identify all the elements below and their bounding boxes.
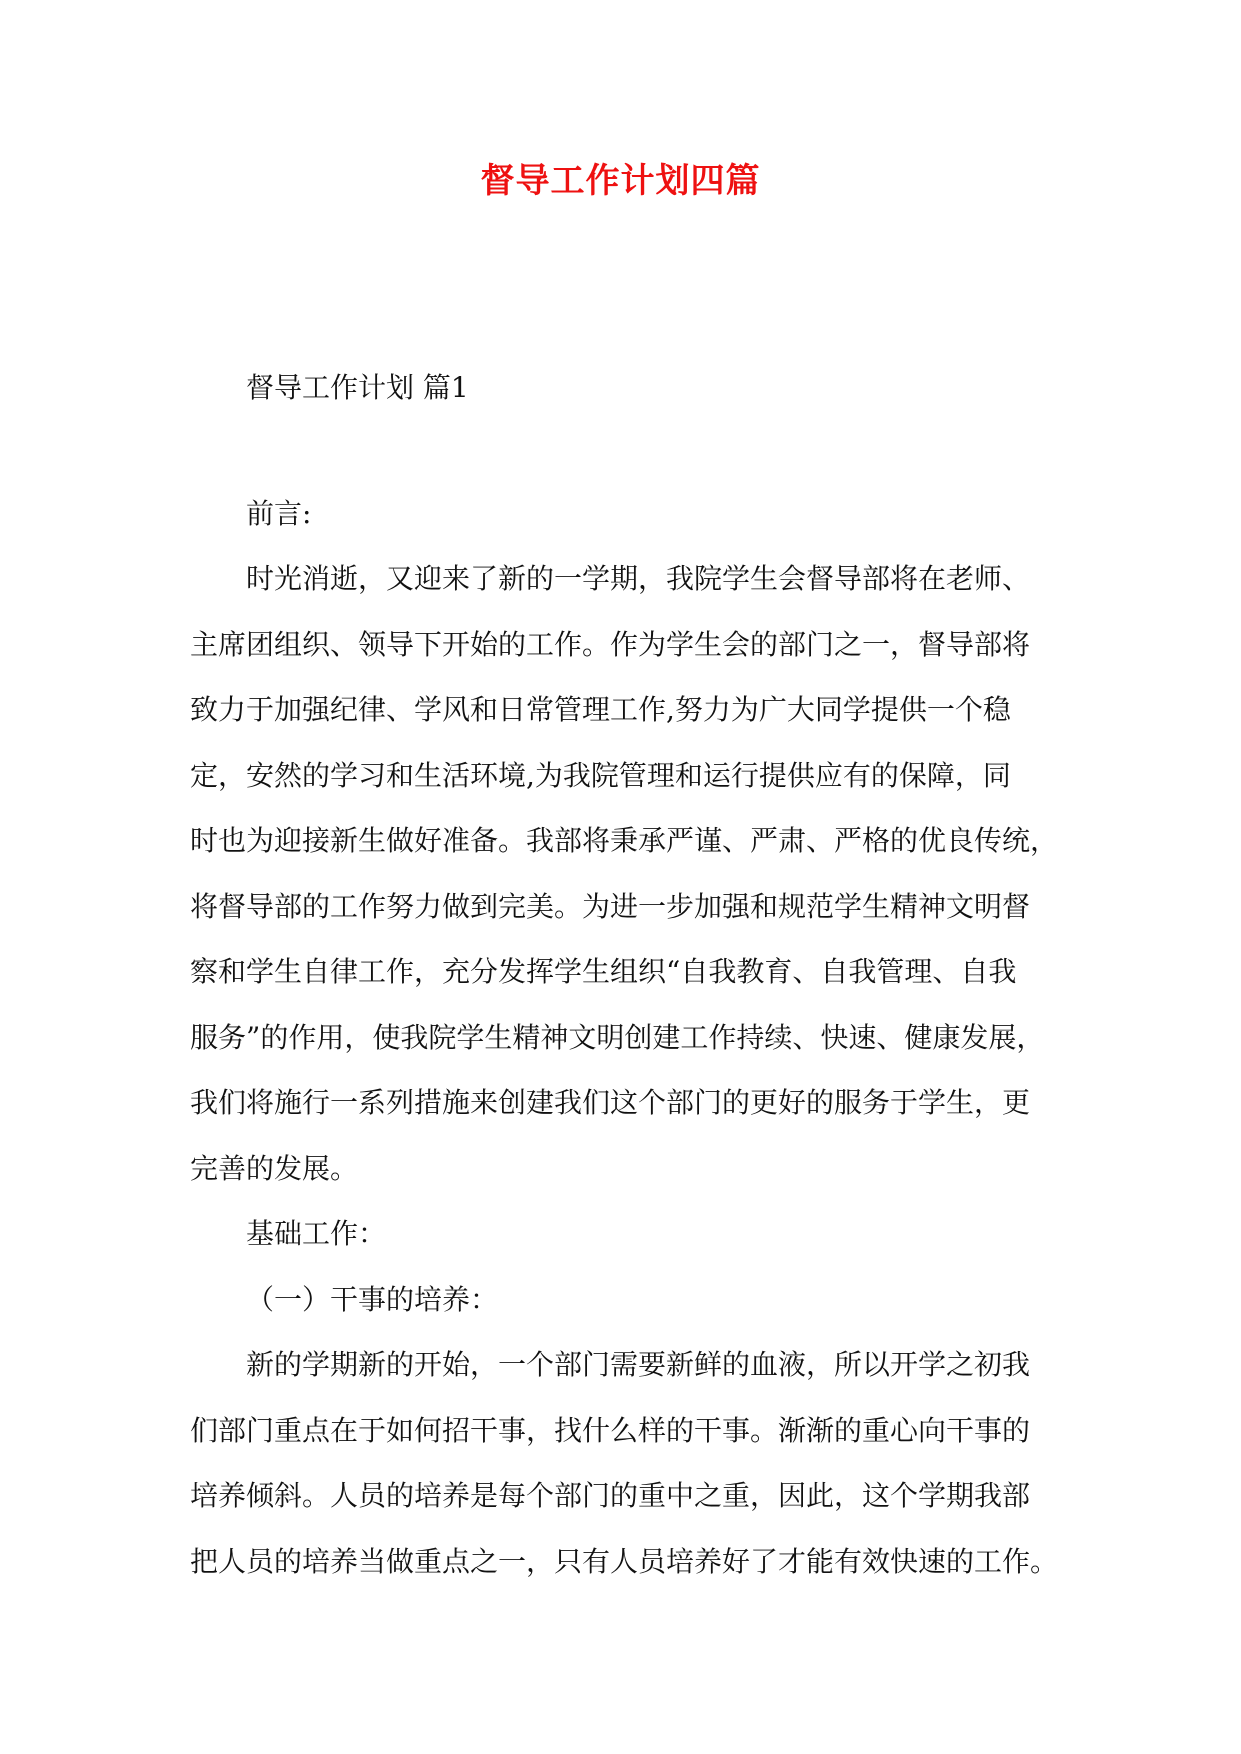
- paragraph-line: 察和学生自律工作，充分发挥学生组织“自我教育、自我管理、自我: [190, 955, 1017, 988]
- paragraph-line: 我们将施行一系列措施来创建我们这个部门的更好的服务于学生，更: [190, 1086, 1031, 1119]
- paragraph-line: 基础工作：: [246, 1217, 387, 1250]
- paragraph-line: 把人员的培养当做重点之一，只有人员培养好了才能有效快速的工作。: [190, 1544, 1059, 1578]
- document-body: [190, 355, 1065, 1594]
- paragraph-line: 前言:: [246, 496, 312, 530]
- document-title: 督导工作计划四篇: [480, 161, 761, 201]
- paragraph-line: 培养倾斜。人员的培养是每个部门的重中之重，因此，这个学期我部: [190, 1479, 1031, 1512]
- paragraph-line: 们部门重点在于如何招干事，找什么样的干事。渐渐的重心向干事的: [190, 1413, 1031, 1447]
- paragraph-line: （一）干事的培养：: [246, 1282, 499, 1316]
- heading-spacer: [190, 421, 1065, 481]
- paragraph-line: 完善的发展。: [190, 1151, 359, 1185]
- paragraph-line: 定，安然的学习和生活环境,为我院管理和运行提供应有的保障，同: [190, 758, 1011, 792]
- paragraph-line: 将督导部的工作努力做到完美。为进一步加强和规范学生精神文明督: [190, 889, 1031, 923]
- paragraph-line: 服务”的作用，使我院学生精神文明创建工作持续、快速、健康发展，: [190, 1020, 1045, 1054]
- paragraph-line: 致力于加强纪律、学风和日常管理工作,努力为广大同学提供一个稳: [190, 693, 1011, 726]
- paragraph-line: 时也为迎接新生做好准备。我部将秉承严谨、严肃、严格的优良传统，: [190, 824, 1059, 857]
- paragraph-line: 时光消逝，又迎来了新的一学期，我院学生会督导部将在老师、: [246, 562, 1031, 595]
- paragraph-line: 新的学期新的开始，一个部门需要新鲜的血液，所以开学之初我: [246, 1348, 1031, 1381]
- paragraph-line: 主席团组织、领导下开始的工作。作为学生会的部门之一，督导部将: [190, 627, 1031, 661]
- section-heading: 督导工作计划 篇1: [246, 371, 469, 404]
